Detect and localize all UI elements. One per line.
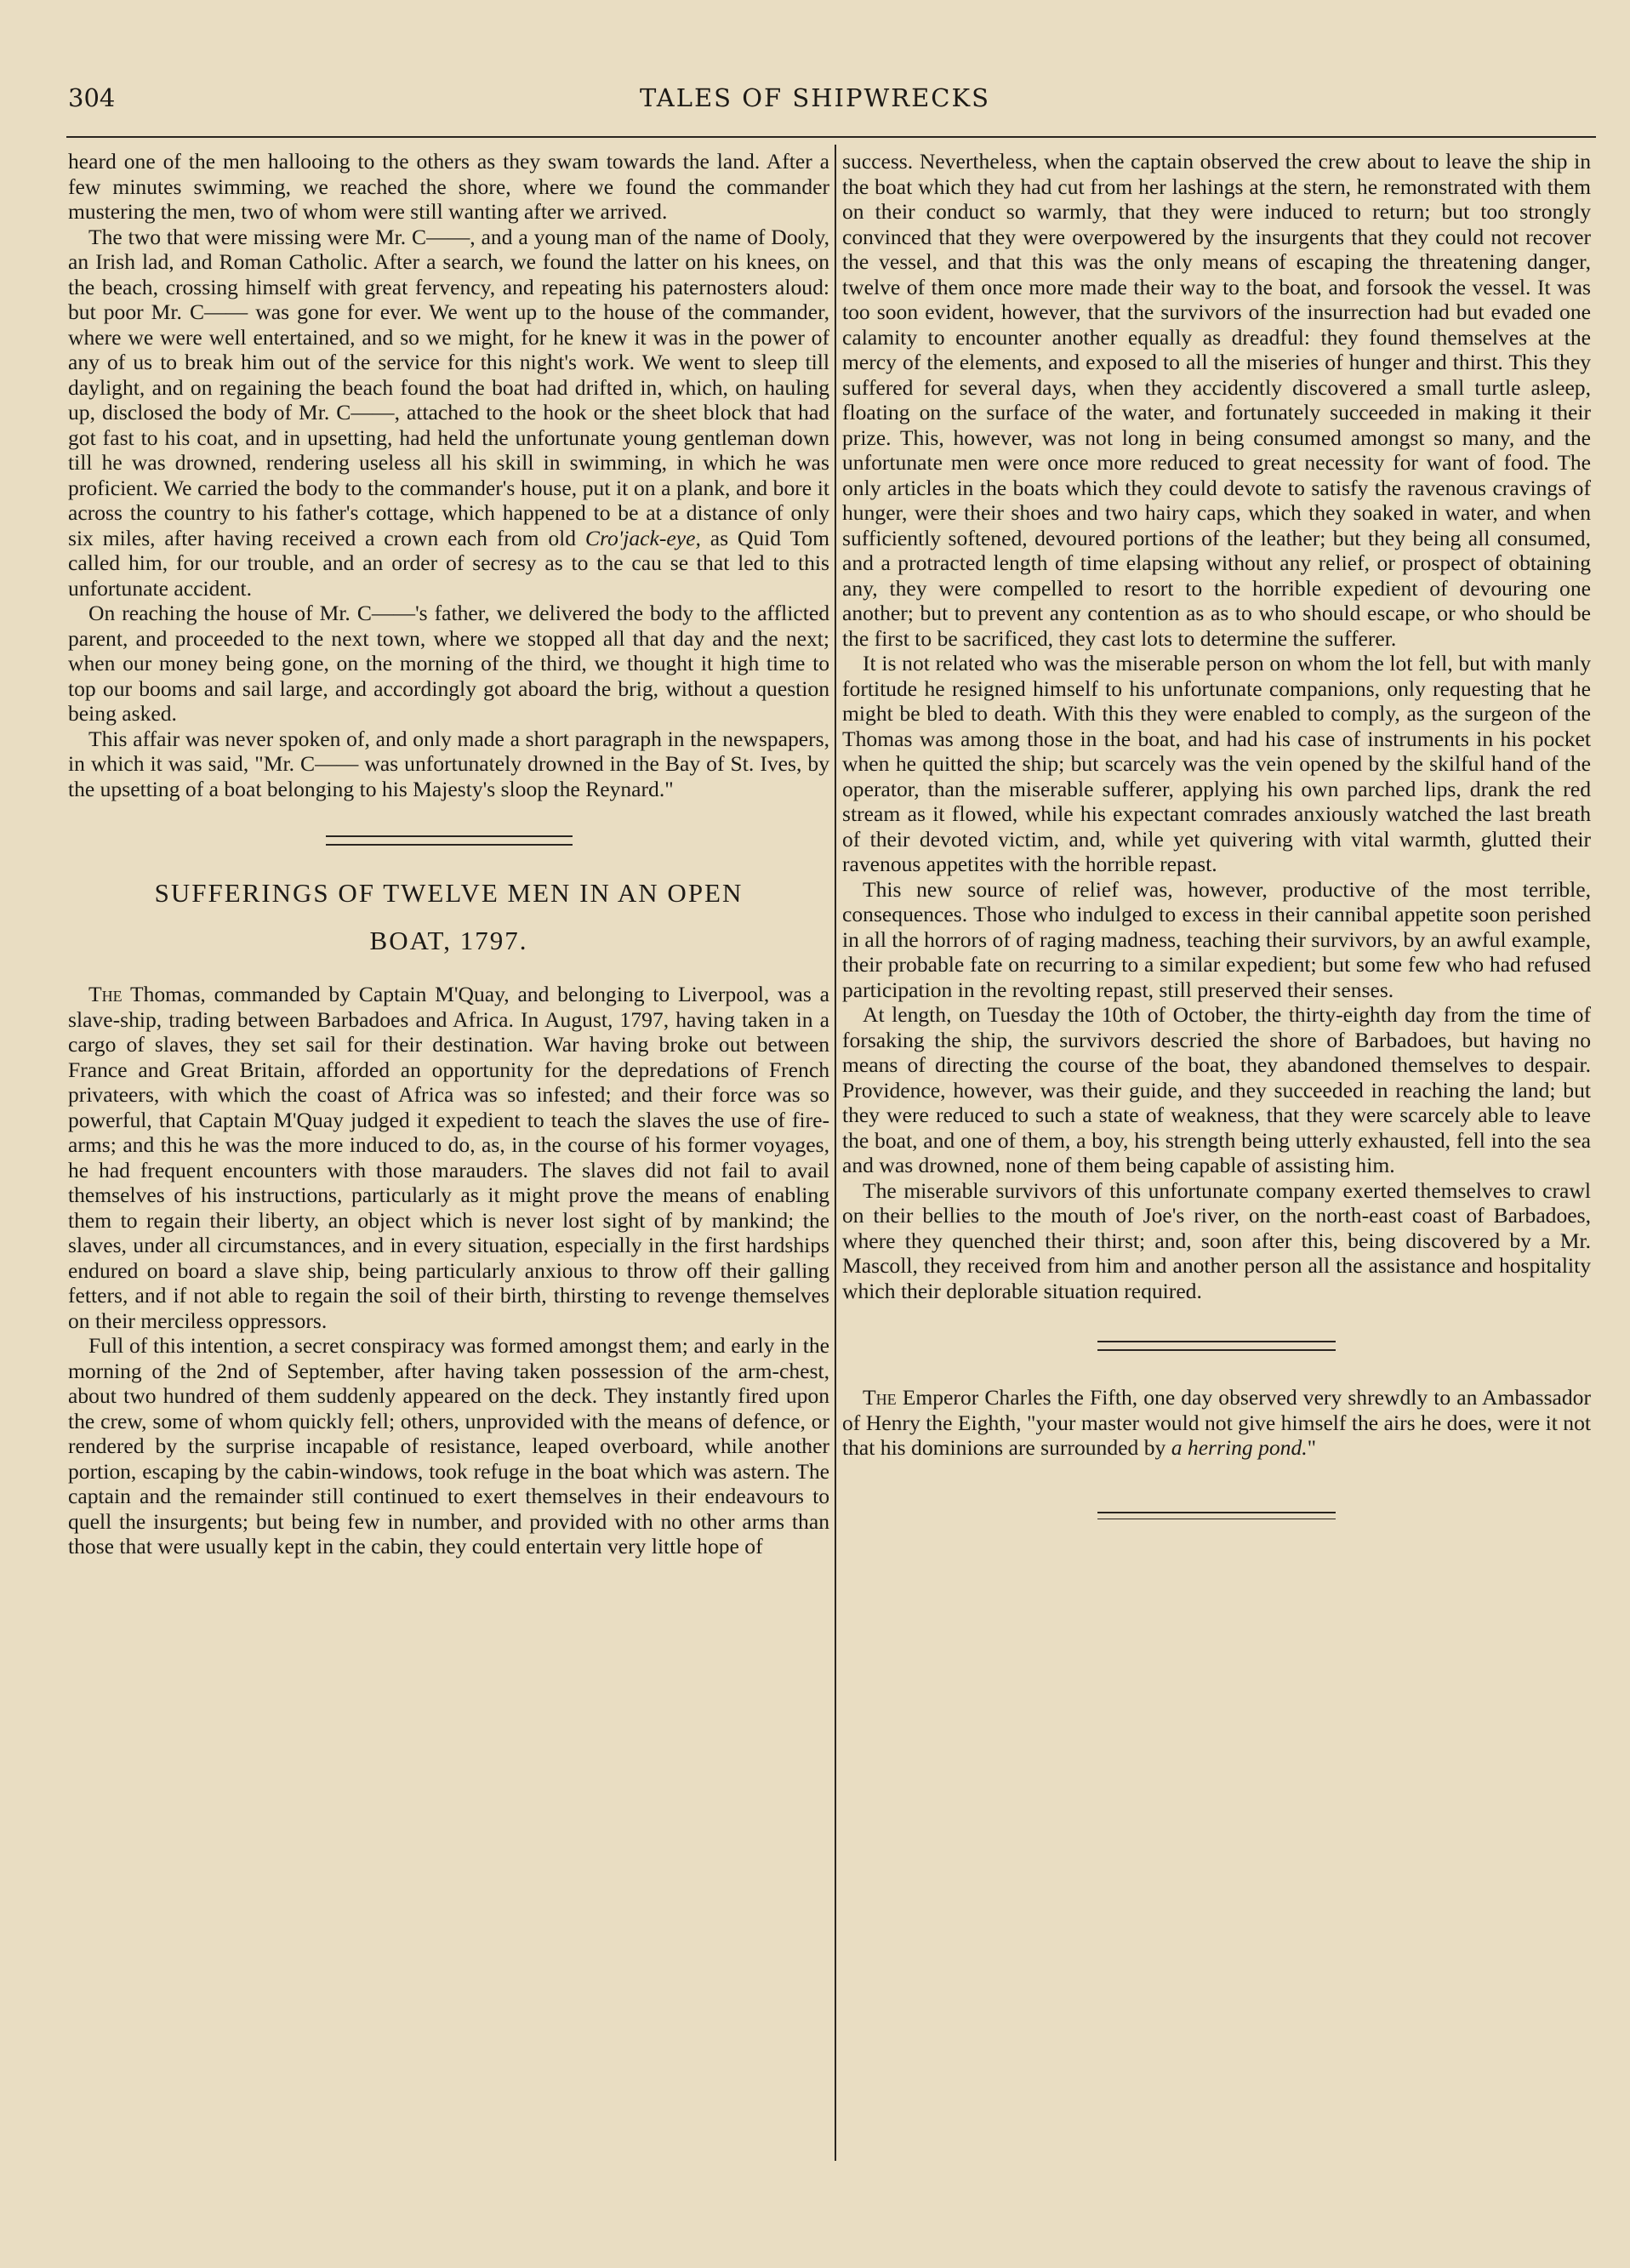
- section-heading: SUFFERINGS OF TWELVE MEN IN AN OPEN BOAT, 1797.: [154, 878, 744, 955]
- paragraph: This new source of relief was, however, productive of the most terrible, consequences. Those who indulged to excess in their cannibal appetite soon perished in all the horrors of of raging madness, teaching their survivors, by an awful example, their probable fate on recurring to a similar expedient; but some few who had refused participation in the revolting repast, still preserved their senses.: [842, 876, 1591, 1002]
- section-divider: [1097, 1341, 1336, 1351]
- paragraph: This affair was never spoken of, and only made a short paragraph in the newspapers, in which it was said, "Mr. C—— was unfortunately drowned in the Bay of St. Ives, by the upsetting of a boat belonging to his Majesty's sloop the Reynard.": [68, 726, 829, 801]
- paragraph: heard one of the men hallooing to the others as they swam towards the land. After a few minutes swimming, we reached the shore, where we found the commander mustering the men, two of whom were still wanting after we arrived.: [68, 149, 829, 224]
- paragraph: It is not related who was the miserable person on whom the lot fell, but with manly fortitude he resigned himself to his unfortunate companions, only requesting that he might be bled to death. With this they were enabled to comply, as the surgeon of the Thomas was among those in the boat, and had his case of instruments in his pocket when he quitted the ship; but scarcely was the vein opened by the skilful hand of the operator, than the miserable sufferer, applying his own parched lips, drank the red stream as it flowed, while his expectant comrades anxiously watched the last breath of their devoted victim, and, while yet quivering with vital warmth, glutted their ravenous appetites with the horrible repast.: [842, 651, 1591, 876]
- paragraph: At length, on Tuesday the 10th of October, the thirty-eighth day from the time of forsaking the ship, the survivors descried the shore of Barbadoes, but having no means of directing the course of the boat, they abandoned themselves to despair. Providence, however, was their guide, and they succeeded in reaching the land; but they were reduced to such a state of weakness, that they were scarcely able to leave the boat, and one of them, a boy, his strength being utterly exhausted, fell into the sea and was drowned, none of them being capable of assisting him.: [842, 1002, 1591, 1177]
- paragraph: Full of this intention, a secret conspiracy was formed amongst them; and early in the morning of the 2nd of September, after having taken possession of the arm-chest, about two hundred of them suddenly appeared on the deck. They instantly fired upon the crew, some of whom quickly fell; others, unprovided with the means of defence, or rendered by the surprise incapable of resistance, leaped overboard, while another portion, escaping by the cabin-windows, took refuge in the boat which was astern. The captain and the remainder still continued to exert themselves in their endeavours to quell the insurgents; but being few in number, and provided with no other arms than those that were usually kept in the cabin, they could entertain very little hope of: [68, 1333, 829, 1559]
- right-column: [842, 149, 1591, 1519]
- paragraph: The miserable survivors of this unfortunate company exerted themselves to crawl on their bellies to the mouth of Joe's river, on the north-east coast of Barbadoes, where they quenched their thirst; and, soon after this, being discovered by a Mr. Mascoll, they received from him and another person all the assistance and hospitality which their deplorable situation required.: [842, 1177, 1591, 1303]
- page-header: [0, 83, 1630, 117]
- paragraph: success. Nevertheless, when the captain observed the crew about to leave the ship in the boat which they had cut from her lashings at the stern, he remonstrated with them on their conduct so warmly, that they were induced to return; but too strongly convinced that they were overpowered by the insurgents that they could not recover the vessel, and that this was the only means of escaping the threatening danger, twelve of them once more made their way to the boat, and forsook the vessel. It was too soon evident, however, that the survivors of the insurrection had but evaded one calamity to encounter another equally as dreadful: they found themselves at the mercy of the elements, and exposed to all the miseries of hunger and thirst. This they suffered for several days, when they accidently discovered a small turtle asleep, floating on the surface of the water, and fortunately succeeded in making it their prize. This, however, was not long in being consumed amongst so many, and the unfortunate men were once more reduced to great necessity for want of food. The only articles in the boats which they could devote to satisfy the ravenous cravings of hunger, were their shoes and two hairy caps, which they soaked in water, and when sufficiently softened, devoured portions of the leather; but they being all consumed, and a protracted length of time elapsing without any relief, or prospect of obtaining any, they were compelled to resort to the horrible expedient of devouring one another; but to prevent any contention as as to who should escape, or who should be the first to be sacrificed, they cast lots to determine the sufferer.: [842, 149, 1591, 651]
- paragraph: On reaching the house of Mr. C——'s father, we delivered the body to the afflicted parent, and proceeded to the next town, where we stopped all that day and the next; when our money being gone, on the morning of the third, we thought it high time to top our booms and sail large, and accordingly got aboard the brig, without a question being asked.: [68, 601, 829, 726]
- paragraph: The two that were missing were Mr. C——, and a young man of the name of Dooly, an Irish lad, and Roman Catholic. After a search, we found the latter on his knees, on the beach, crossing himself with great fervency, and repeating his paternosters aloud: but poor Mr. C—— was gone for ever. We went up to the house of the commander, where we were well entertained, and so we might, for he knew it was in the power of any of us to break him out of the service for this night's work. We went to sleep till daylight, and on regaining the beach found the boat had drifted in, which, on hauling up, disclosed the body of Mr. C——, attached to the hook or the sheet block that had got fast to his coat, and in upsetting, had held the unfortunate young gentleman down till he was drowned, rendering useless all his skill in swimming, in which he was proficient. We carried the body to the commander's house, put it on a plank, and bore it across the country to his father's cottage, which happened to be at a distance of only six miles, after having received a crown each from old Cro'jack-eye, as Quid Tom called him, for our trouble, and an order of secresy as to the cau se that led to this unfortunate accident.: [68, 224, 830, 601]
- column-rule: [835, 145, 836, 2161]
- running-title: TALES OF SHIPWRECKS: [640, 83, 990, 112]
- anecdote: The Emperor Charles the Fifth, one day observed very shrewdly to an Ambassador of Henry the Eighth, "your master would not give himself the airs he does, were it not that his dominions are surrounded by a herring pond.": [842, 1385, 1591, 1460]
- left-column: [68, 149, 829, 1559]
- page-number: 304: [68, 83, 116, 112]
- header-rule: [66, 136, 1596, 138]
- end-ornament-rule: [1097, 1512, 1336, 1519]
- section-divider: [326, 835, 573, 846]
- paragraph: The Thomas, commanded by Captain M'Quay, and belonging to Liverpool, was a slave-ship, trading between Barbadoes and Africa. In August, 1797, having taken in a cargo of slaves, they set sail for their destination. War having broke out between France and Great Britain, afforded an opportunity for the depredations of French privateers, with which the coast of Africa was so infested; and their force was so powerful, that Captain M'Quay judged it expedient to teach the slaves the use of fire-arms; and this he was the more induced to do, as, in the course of his former voyages, he had frequent encounters with those marauders. The slaves did not fail to avail themselves of his instructions, particularly as it might prove the means of enabling them to regain their liberty, an object which is never lost sight of by mankind; the slaves, under all circumstances, and in every situation, especially in the first hardships endured on board a slave ship, being particularly anxious to throw off their galling fetters, and if not able to regain the soil of their birth, thirsting to revenge themselves on their merciless oppressors.: [68, 982, 829, 1333]
